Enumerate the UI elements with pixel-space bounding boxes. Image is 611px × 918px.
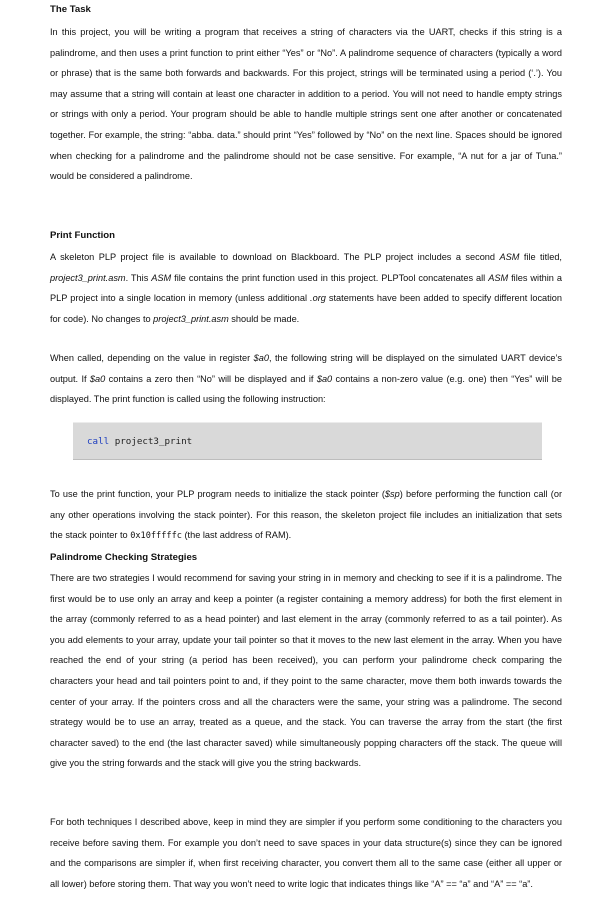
strategies-paragraph-2: For both techniques I described above, keep in mind they are simpler if you perform some conditioning to the characters you receive before saving them. For example you don’t need to save spaces in your data structure(s) since they can be ignored and the comparisons are simpler if, when first receiving character, you convert them all to the same case (either all upper or all lower) before storing them. That way you won’t need to write logic that indicates things like “A” == “a” and “A” == “a”.: [50, 817, 562, 889]
strategies-paragraph-1: There are two strategies I would recommend for saving your string in in memory and checking to see if it is a palindrome. The first would be to use only an array and keep a pointer (a register containing a memory address) for both the first element in the array (commonly referred to as a head pointer) and last element in the array (commonly referred to as a tail pointer). As you add elements to your array, update your tail pointer so that it moves to the new last element in the array. When you have reached the end of your string (a period has been received), you can perform your palindrome check comparing the characters your head and tail pointers point to and, if they point to the same character, move them both inwards towards the center of your array. If the pointers cross and all the characters were the same, your string was a palindrome. The second strategy would be to use an array, treated as a queue, and the stack. You can traverse the array from the start (the first character saved) to the end (the last character saved) while simultaneously popping characters off the stack. The queue will give you the string forwards and the stack will give you the string backwards.: [50, 573, 562, 769]
print-function-paragraph-3: To use the print function, your PLP program needs to initialize the stack pointer ($sp) before performing the function call (or any other operations involving the stack pointer). For this reason, the skeleton project file includes an initialization that sets the stack pointer to 0x10fffffc (the last address of RAM).: [50, 489, 563, 542]
task-paragraph: In this project, you will be writing a program that receives a string of characters via the UART, checks if this string is a palindrome, and then uses a print function to print either “Yes” or “No”. A palindrome sequence of characters (typically a word or phrase) that is the same both forwards and backwards. For this project, strings will be terminated using a period (‘.’). You may assume that a string will contain at least one character in addition to a period. You will not need to handle empty strings or strings with only a period. Your program should be able to handle multiple strings sent one after another or concatenated together. For example, the string: “abba. data.” should print “Yes” followed by “No” on the next line. Spaces should be ignored when checking for a palindrome and the palindrome should not be case sensitive. For example, “A nut for a jar of Tuna.” would be considered a palindrome.: [50, 27, 562, 182]
code-argument: project3_print: [114, 436, 193, 447]
strategies-heading: Palindrome Checking Strategies: [50, 552, 198, 563]
print-function-heading: Print Function: [50, 230, 116, 241]
code-line: [87, 436, 192, 448]
code-block: [73, 422, 542, 460]
task-heading: The Task: [50, 4, 91, 15]
code-keyword: call: [87, 436, 110, 447]
print-function-paragraph-1: A skeleton PLP project file is available to download on Blackboard. The PLP project includes a second ASM file titled, project3_print.asm. This ASM file contains the print function used in this project. PLPTool concatenates all ASM files within a PLP project into a single location in memory (unless additional .org statements have been added to specify different location for code). No changes to project3_print.asm should be made.: [50, 252, 562, 324]
print-function-paragraph-2: When called, depending on the value in register $a0, the following string will be displayed on the simulated UART device’s output. If $a0 contains a zero then “No” will be displayed and if $a0 contains a non-zero value (e.g. one) then “Yes” will be displayed. The print function is called using the following instruction:: [50, 353, 562, 405]
